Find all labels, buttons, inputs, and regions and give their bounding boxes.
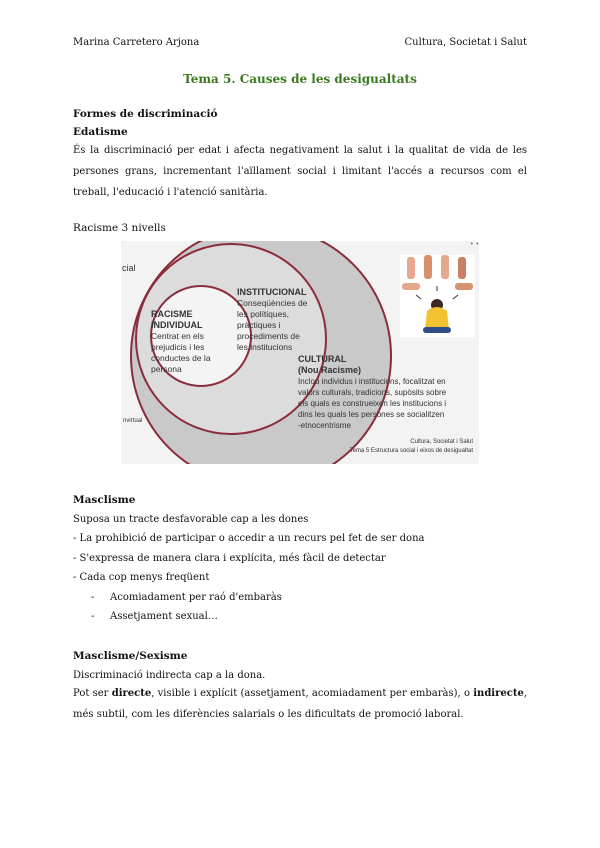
diagram-footer-right-1: Cultura, Societat i Salut — [410, 439, 473, 445]
institutional-text-3: pràctiques i — [237, 320, 281, 330]
sexisme-line-1: Discriminació indirecta cap a la dona. — [73, 670, 266, 681]
paragraph-edatisme: És la discriminació per edat i afecta negativament la salut i la qualitat de vida de les persones grans, incrementant l'aïllament social i limitant l'accés a recursos com el treball, l'educació i l'atenció sanitària. — [73, 145, 527, 198]
sexisme-text-end: , més subtil, com les diferències salarials o les dificultats de promoció laboral. — [73, 688, 527, 720]
masclisme-subpoint-2 — [91, 611, 218, 622]
institutional-text-5: les institucions — [237, 342, 293, 352]
masclisme-subpoint-1 — [91, 592, 282, 603]
cultural-text-3: els quals es construeixen les institucions i — [298, 399, 447, 408]
diagram-corner-mark: • • — [470, 241, 479, 248]
header-author: Marina Carretero Arjona — [73, 37, 200, 48]
individual-text-1: Centrat en els — [151, 331, 204, 341]
heading-racisme: Racisme 3 nivells — [73, 222, 166, 234]
individual-text-4: persona — [151, 364, 182, 374]
page-title: Tema 5. Causes de les desigualtats — [183, 72, 417, 86]
individual-title-2: INDIVIDUAL — [151, 320, 203, 330]
section-heading-discrimination: Formes de discriminació — [73, 108, 218, 120]
institutional-text-2: les polítiques, — [237, 309, 289, 319]
subpoint-text: Assetjament sexual… — [110, 611, 218, 622]
institutional-title: INSTITUCIONAL — [237, 287, 307, 297]
sexisme-indirecte: indirecte — [473, 688, 524, 699]
institutional-text-1: Conseqüències de — [237, 298, 308, 308]
diagram-top-left-label: cial — [122, 263, 136, 273]
masclisme-point-3: - Cada cop menys freqüent — [73, 572, 210, 583]
pointing-hands-illustration — [400, 255, 475, 337]
masclisme-point-1: - La prohibició de participar o accedir a un recurs pel fet de ser dona — [73, 533, 425, 544]
masclisme-point-2: - S'expressa de manera clara i explícita, més fàcil de detectar — [73, 553, 386, 564]
heading-masclisme: Masclisme — [73, 494, 136, 506]
heading-sexisme: Masclisme/Sexisme — [73, 650, 188, 662]
individual-title-1: RACISME — [151, 309, 193, 319]
cultural-text-1: Inclou individus i institucions, focalitzat en — [298, 377, 446, 386]
sexisme-text-mid: , visible i explícit (assetjament, acomiadament per embaràs), o — [151, 688, 474, 699]
diagram-footer-right-2: Tema 5 Estructura social i eixos de desigualtat — [349, 448, 473, 454]
individual-text-3: conductes de la — [151, 353, 211, 363]
individual-text-2: prejudicis i les — [151, 342, 205, 352]
bullet-dash: - — [91, 592, 95, 603]
bullet-dash: - — [91, 611, 95, 622]
masclisme-intro: Suposa un tracte desfavorable cap a les dones — [73, 514, 309, 525]
subpoint-text: Acomiadament per raó d'embaràs — [110, 592, 282, 603]
header-course: Cultura, Societat i Salut — [404, 37, 527, 48]
cultural-title-2: (Nou Racisme) — [298, 365, 362, 375]
heading-edatisme: Edatisme — [73, 126, 128, 138]
sexisme-text-start: Pot ser — [73, 688, 112, 699]
cultural-title-1: CULTURAL — [298, 354, 347, 364]
sexisme-directe: directe — [111, 688, 152, 699]
paragraph-sexisme — [73, 683, 527, 725]
racism-levels-diagram — [121, 241, 479, 464]
diagram-footer-left: nvirtual — [123, 418, 143, 424]
cultural-text-4: dins les quals les persones se socialitzen — [298, 410, 445, 419]
cultural-text-2: valors culturals, tradicions, supòsits sobre — [298, 388, 447, 397]
institutional-text-4: procediments de — [237, 331, 300, 341]
cultural-text-5: -etnocentrisme — [298, 421, 351, 430]
